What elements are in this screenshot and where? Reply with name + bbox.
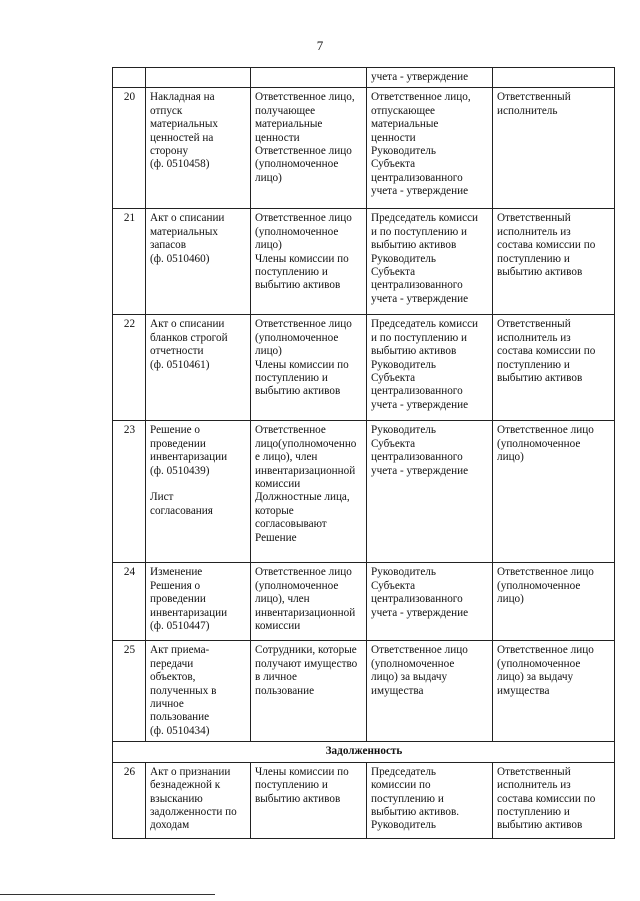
cell-number: 26 bbox=[113, 762, 146, 838]
cell-responsible: Ответственное лицо (уполномоченное лицо) bbox=[493, 421, 615, 563]
cell-number: 22 bbox=[113, 315, 146, 421]
table-row bbox=[113, 563, 615, 641]
cell-responsible: Ответственное лицо (уполномоченное лицо) bbox=[493, 563, 615, 641]
cell-preparer: Члены комиссии по поступлению и выбытию активов bbox=[251, 762, 367, 838]
table-row bbox=[113, 68, 615, 88]
page-number: 7 bbox=[316, 38, 324, 53]
table-row bbox=[113, 209, 615, 315]
cell-document: Акт о списании материальных запасов (ф. 0510460) bbox=[146, 209, 251, 315]
cell-document: Акт о признании безнадежной к взысканию задолженности по доходам bbox=[146, 762, 251, 838]
cell-number bbox=[113, 68, 146, 88]
footnote-separator bbox=[0, 894, 215, 895]
cell-number: 21 bbox=[113, 209, 146, 315]
cell-responsible: Ответственный исполнитель из состава комиссии по поступлению и выбытию активов bbox=[493, 762, 615, 838]
section-title: Задолженность bbox=[113, 742, 615, 762]
cell-signer: Руководитель Субъекта централизованного учета - утверждение bbox=[367, 563, 493, 641]
cell-preparer: Ответственное лицо, получающее материальные ценности Ответственное лицо (уполномоченное лицо) bbox=[251, 88, 367, 209]
cell-signer: Председатель комиссии по поступлению и выбытию активов. Руководитель bbox=[367, 762, 493, 838]
section-row bbox=[113, 742, 615, 762]
cell-preparer: Ответственное лицо (уполномоченное лицо), член инвентаризационной комиссии bbox=[251, 563, 367, 641]
cell-number: 25 bbox=[113, 641, 146, 742]
cell-document: Акт о списании бланков строгой отчетности (ф. 0510461) bbox=[146, 315, 251, 421]
cell-responsible bbox=[493, 68, 615, 88]
cell-number: 23 bbox=[113, 421, 146, 563]
table-row bbox=[113, 641, 615, 742]
cell-number: 24 bbox=[113, 563, 146, 641]
table-row bbox=[113, 421, 615, 563]
table-row bbox=[113, 88, 615, 209]
cell-signer: Председатель комисси и по поступлению и выбытию активов Руководитель Субъекта централизованного учета - утверждение bbox=[367, 209, 493, 315]
cell-responsible: Ответственный исполнитель из состава комиссии по поступлению и выбытию активов bbox=[493, 315, 615, 421]
cell-signer: Руководитель Субъекта централизованного учета - утверждение bbox=[367, 421, 493, 563]
cell-signer: Председатель комисси и по поступлению и выбытию активов Руководитель Субъекта централизованного учета - утверждение bbox=[367, 315, 493, 421]
cell-preparer: Ответственное лицо(уполномоченно е лицо), член инвентаризационной комиссии Должностные лица, которые согласовывают Решение bbox=[251, 421, 367, 563]
cell-signer: Ответственное лицо (уполномоченное лицо) за выдачу имущества bbox=[367, 641, 493, 742]
cell-document: Изменение Решения о проведении инвентаризации (ф. 0510447) bbox=[146, 563, 251, 641]
document-table bbox=[112, 67, 615, 839]
cell-preparer: Сотрудники, которые получают имущество в личное пользование bbox=[251, 641, 367, 742]
cell-responsible: Ответственное лицо (уполномоченное лицо) за выдачу имущества bbox=[493, 641, 615, 742]
cell-preparer: Ответственное лицо (уполномоченное лицо) Члены комиссии по поступлению и выбытию активов bbox=[251, 315, 367, 421]
cell-responsible: Ответственный исполнитель из состава комиссии по поступлению и выбытию активов bbox=[493, 209, 615, 315]
cell-responsible: Ответственный исполнитель bbox=[493, 88, 615, 209]
cell-document: Накладная на отпуск материальных ценностей на сторону (ф. 0510458) bbox=[146, 88, 251, 209]
cell-document: Акт приема- передачи объектов, полученных в личное пользование (ф. 0510434) bbox=[146, 641, 251, 742]
table-row bbox=[113, 315, 615, 421]
cell-preparer: Ответственное лицо (уполномоченное лицо) Члены комиссии по поступлению и выбытию активов bbox=[251, 209, 367, 315]
table-row bbox=[113, 762, 615, 838]
cell-preparer bbox=[251, 68, 367, 88]
cell-signer: Ответственное лицо, отпускающее материальные ценности Руководитель Субъекта централизованного учета - утверждение bbox=[367, 88, 493, 209]
cell-document: Решение о проведении инвентаризации (ф. 0510439) Лист согласования bbox=[146, 421, 251, 563]
cell-number: 20 bbox=[113, 88, 146, 209]
cell-document bbox=[146, 68, 251, 88]
cell-signer: учета - утверждение bbox=[367, 68, 493, 88]
